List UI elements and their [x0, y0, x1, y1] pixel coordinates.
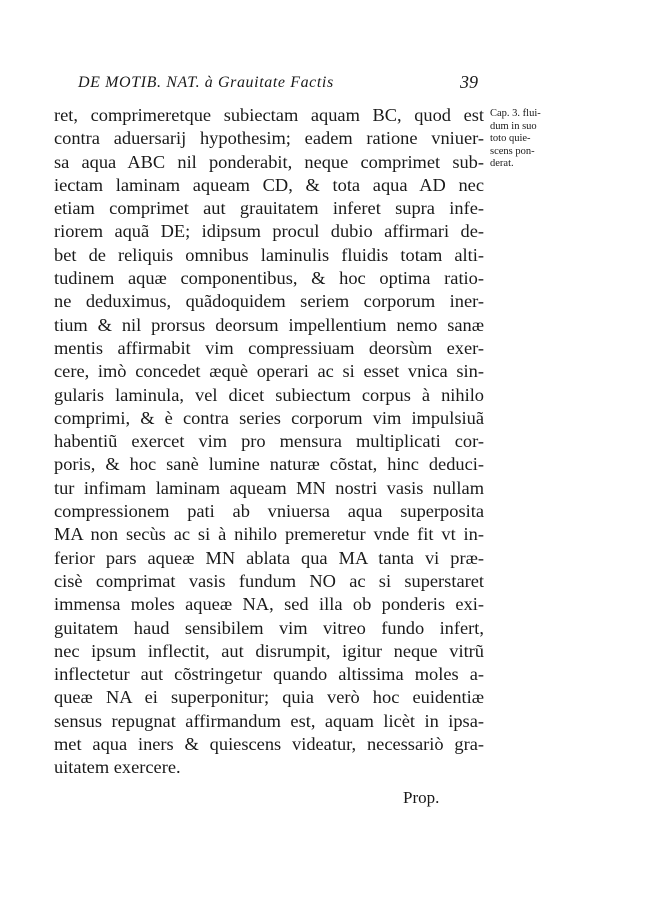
text-line: ferior pars aqueæ MN ablata qua MA tanta vi præ- — [54, 547, 484, 568]
text-line: cisè comprimat vasis fundum NO ac si superstaret — [54, 570, 484, 591]
text-line: poris, & hoc sanè lumine naturæ cõstat, hinc deduci- — [54, 454, 484, 475]
text-line: iectam laminam aqueam CD, & tota aqua AD nec — [54, 174, 484, 195]
text-line: ret, comprimeretque subiectam aquam BC, quod est — [54, 105, 484, 125]
text-line: ne deduximus, quãdoquidem seriem corporum iner- — [54, 291, 484, 312]
text-line: tium & nil prorsus deorsum impellentium nemo sanæ — [54, 314, 484, 335]
marginal-note-line: Cap. 3. flui- — [490, 108, 541, 119]
text-line: compressionem pati ab vniuersa aqua superposita — [54, 501, 484, 522]
marginal-note-line: derat. — [490, 158, 514, 169]
marginal-note-line: scens pon- — [490, 145, 535, 157]
text-line: inflectetur aut cõstringetur quando altissima moles a- — [54, 664, 484, 685]
text-line: riorem aquã DE; idipsum procul dubio affirmari de- — [54, 221, 484, 242]
text-line: MA non secùs ac si à nihilo premeretur vnde fit vt in- — [54, 524, 484, 545]
main-text-block — [54, 104, 484, 780]
page-number: 39 — [460, 72, 478, 92]
text-line: tur infimam laminam aqueam MN nostri vasis nullam — [54, 477, 484, 498]
text-line: sa aqua ABC nil ponderabit, neque comprimet sub- — [54, 151, 484, 172]
text-line: tudinem aquæ componentibus, & hoc optima ratio- — [54, 268, 484, 289]
text-line: sensus repugnat affirmandum est, aquam licèt in ipsa- — [54, 710, 484, 731]
catchword: Prop. — [403, 788, 440, 807]
page-header — [58, 74, 478, 98]
text-line: etiam comprimet aut grauitatem inferet supra infe- — [54, 198, 484, 219]
marginal-note-line: toto quie- — [490, 133, 531, 144]
text-line: guitatem haud sensibilem vim vitreo fundo infert, — [54, 617, 484, 638]
text-line: queæ NA ei superponitur; quia verò hoc euidentiæ — [54, 687, 484, 708]
text-line: met aqua iners & quiescens videatur, necessariò gra- — [54, 734, 484, 755]
running-head: DE MOTIB. NAT. à Grauitate Factis — [78, 74, 334, 91]
text-line: uitatem exercere. — [54, 757, 181, 778]
text-line: cere, imò concedet æquè operari ac si esset vnica sin- — [54, 361, 484, 382]
text-line: bet de reliquis omnibus laminulis fluidis totam alti- — [54, 244, 484, 265]
text-line: mentis affirmabit vim compressiuam deorsùm exer- — [54, 337, 484, 358]
text-line: nec ipsum inflectit, aut disrumpit, igitur neque vitrũ — [54, 640, 484, 661]
text-line: immensa moles aqueæ NA, sed illa ob ponderis exi- — [54, 594, 484, 615]
text-line: gularis laminula, vel dicet subiectum corpus à nihilo — [54, 384, 484, 405]
marginal-note-line: dum in suo — [490, 120, 537, 132]
text-line: comprimi, & è contra series corporum vim impulsiuã — [54, 407, 484, 428]
text-line: contra aduersarij hypothesim; eadem ratione vniuer- — [54, 128, 484, 149]
marginal-note — [490, 108, 585, 171]
text-line: habentiũ exercet vim pro mensura multiplicati cor- — [54, 431, 484, 452]
